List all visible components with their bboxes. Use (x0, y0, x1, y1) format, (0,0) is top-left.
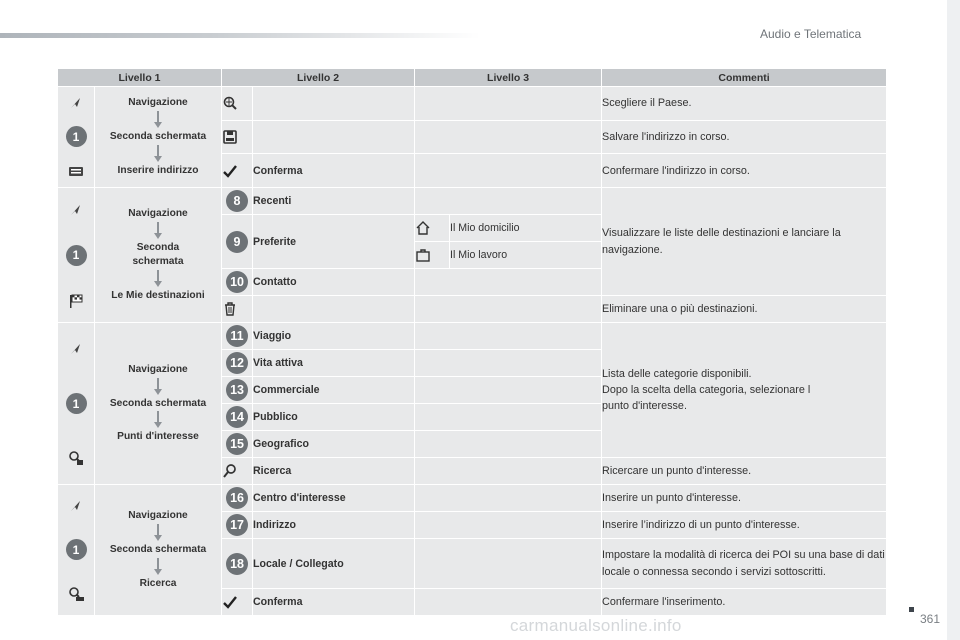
search-abc-icon (68, 586, 84, 602)
header-livello-2: Livello 2 (222, 69, 415, 87)
step-badge: 1 (66, 393, 87, 414)
menu-number-badge: 15 (226, 433, 248, 455)
level3-empty (415, 431, 602, 458)
menu-number-badge: 10 (226, 271, 248, 293)
level3-empty (415, 485, 602, 512)
header-livello-1: Livello 1 (58, 69, 222, 87)
comment-line: punto d'interesse. (602, 400, 687, 413)
level2-label: Pubblico (253, 404, 415, 431)
watermark: carmanualsonline.info (510, 616, 682, 635)
comment-text: Inserire un punto d'interesse. (602, 485, 887, 512)
comment-text (602, 323, 887, 458)
comment-text: Inserire l’indirizzo di un punto d'interesse. (602, 512, 887, 539)
level2-label: Recenti (253, 188, 415, 215)
globe-search-icon (222, 95, 238, 111)
menu-number-badge: 14 (226, 406, 248, 428)
level2-icon-cell (222, 323, 253, 350)
level2-label: Geografico (253, 431, 415, 458)
menu-number-badge: 13 (226, 379, 248, 401)
flow-arrow-icon (153, 524, 163, 542)
comment-text: Eliminare una o più destinazioni. (602, 296, 887, 323)
checkmark-icon (222, 163, 238, 179)
level1-icons-cell (58, 323, 95, 485)
level3-label: Il Mio lavoro (450, 242, 602, 269)
comment-text: Impostare la modalità di ricerca dei POI su una base di dati locale o connessa secondo i servizi sottoscritti. (602, 539, 887, 589)
level2-icon-cell (222, 458, 253, 485)
home-icon (415, 220, 431, 236)
level3-empty (415, 404, 602, 431)
flow-step-seconda-schermata: Seconda schermata (109, 544, 207, 556)
level2-label: Ricerca (253, 458, 415, 485)
level2-label: Vita attiva (253, 350, 415, 377)
step-badge: 1 (66, 245, 87, 266)
page-edge-strip (947, 0, 960, 640)
page-marker (909, 607, 914, 612)
header-commenti: Commenti (602, 69, 887, 87)
flow-step-inserire-indirizzo: Inserire indirizzo (117, 164, 199, 176)
flow-arrow-icon (153, 411, 163, 429)
level2-label: Contatto (253, 269, 415, 296)
comment-line: Lista delle categorie disponibili. (602, 367, 752, 380)
table-row (58, 485, 887, 512)
table-row (58, 323, 887, 350)
level3-empty (415, 188, 602, 215)
level2-label (253, 120, 415, 154)
level2-icon-cell (222, 120, 253, 154)
level2-icon-cell (222, 404, 253, 431)
menu-number-badge: 9 (226, 231, 248, 253)
menu-number-badge: 17 (226, 514, 248, 536)
level2-icon-cell (222, 269, 253, 296)
navigation-arrow-icon (68, 341, 84, 357)
level2-label: Locale / Collegato (253, 539, 415, 589)
comment-text: Scegliere il Paese. (602, 87, 887, 121)
flow-arrow-icon (153, 222, 163, 240)
flow-step-navigazione: Navigazione (128, 97, 188, 109)
flow-step-navigazione: Navigazione (128, 510, 188, 522)
navigation-arrow-icon (68, 202, 84, 218)
level2-icon-cell (222, 87, 253, 121)
level3-empty (415, 269, 602, 296)
table-header-row (58, 69, 887, 87)
briefcase-icon (415, 247, 431, 263)
flow-step-seconda-schermata: Seconda schermata (109, 397, 207, 409)
flow-step-seconda-schermata: Seconda schermata (109, 131, 207, 143)
level2-icon-cell (222, 188, 253, 215)
flow-step-le-mie-destinazioni: Le Mie destinazioni (111, 289, 205, 301)
level3-empty (415, 589, 602, 616)
comment-text: Confermare l'inserimento. (602, 589, 887, 616)
level3-empty (415, 154, 602, 188)
level1-flow-cell (95, 485, 222, 616)
level3-empty (415, 120, 602, 154)
navigation-arrow-icon (68, 498, 84, 514)
flow-step-punti-d-interesse: Punti d'interesse (117, 431, 199, 443)
level2-label: Preferite (253, 215, 415, 269)
step-badge: 1 (66, 126, 87, 147)
level3-empty (415, 296, 602, 323)
level2-label: Indirizzo (253, 512, 415, 539)
poi-search-icon (68, 450, 84, 466)
level2-icon-cell (222, 296, 253, 323)
table-row (58, 188, 887, 215)
level3-empty (415, 539, 602, 589)
level2-label (253, 87, 415, 121)
flow-step-ricerca: Ricerca (139, 577, 177, 589)
checkered-flag-icon (68, 293, 84, 309)
step-badge: 1 (66, 539, 87, 560)
level1-flow-cell (95, 87, 222, 188)
level3-empty (415, 377, 602, 404)
level2-icon-cell (222, 589, 253, 616)
level2-icon-cell (222, 512, 253, 539)
level3-empty (415, 323, 602, 350)
comment-text: Visualizzare le liste delle destinazioni e lanciare la navigazione. (602, 188, 887, 296)
section-title: Audio e Telematica (760, 27, 862, 41)
navigation-arrow-icon (68, 95, 84, 111)
level3-empty (415, 87, 602, 121)
level2-label: Viaggio (253, 323, 415, 350)
flow-step-navigazione: Navigazione (128, 363, 188, 375)
search-icon (222, 463, 238, 479)
level1-flow-cell (95, 323, 222, 485)
level1-icons-cell (58, 87, 95, 188)
level1-flow-cell (95, 188, 222, 323)
menu-number-badge: 18 (226, 553, 248, 575)
page-number: 361 (919, 612, 940, 626)
level2-label: Commerciale (253, 377, 415, 404)
menu-number-badge: 8 (226, 190, 248, 212)
comment-text: Ricercare un punto d'interesse. (602, 458, 887, 485)
level2-label: Centro d'interesse (253, 485, 415, 512)
level2-icon-cell (222, 485, 253, 512)
level2-icon-cell (222, 154, 253, 188)
header-livello-3: Livello 3 (415, 69, 602, 87)
level2-icon-cell (222, 350, 253, 377)
level3-empty (415, 350, 602, 377)
comment-text: Salvare l'indirizzo in corso. (602, 120, 887, 154)
comment-text: Confermare l'indirizzo in corso. (602, 154, 887, 188)
menu-number-badge: 11 (226, 325, 248, 347)
level3-icon-cell (415, 215, 450, 242)
level1-icons-cell (58, 485, 95, 616)
menu-number-badge: 16 (226, 487, 248, 509)
level2-label: Conferma (253, 154, 415, 188)
checkmark-icon (222, 594, 238, 610)
trash-icon (222, 301, 238, 317)
menu-number-badge: 12 (226, 352, 248, 374)
flow-arrow-icon (153, 270, 163, 288)
level2-label: Conferma (253, 589, 415, 616)
level2-icon-cell (222, 539, 253, 589)
top-decorative-bar (0, 33, 480, 38)
flow-step-seconda-schermata: Seconda schermata (132, 242, 184, 267)
flow-arrow-icon (153, 378, 163, 396)
level3-icon-cell (415, 242, 450, 269)
flow-arrow-icon (153, 558, 163, 576)
level1-icons-cell (58, 188, 95, 323)
table-row (58, 87, 887, 121)
level2-icon-cell (222, 215, 253, 269)
keyboard-icon (68, 163, 84, 179)
level2-icon-cell (222, 377, 253, 404)
level2-label (253, 296, 415, 323)
flow-arrow-icon (153, 145, 163, 163)
comment-line: Dopo la scelta della categoria, selezionare l (602, 383, 811, 396)
flow-step-navigazione: Navigazione (128, 208, 188, 220)
level2-icon-cell (222, 431, 253, 458)
level3-empty (415, 458, 602, 485)
flow-arrow-icon (153, 111, 163, 129)
level3-label: Il Mio domicilio (450, 215, 602, 242)
navigation-menu-table (57, 68, 887, 616)
level3-empty (415, 512, 602, 539)
save-icon (222, 129, 238, 145)
